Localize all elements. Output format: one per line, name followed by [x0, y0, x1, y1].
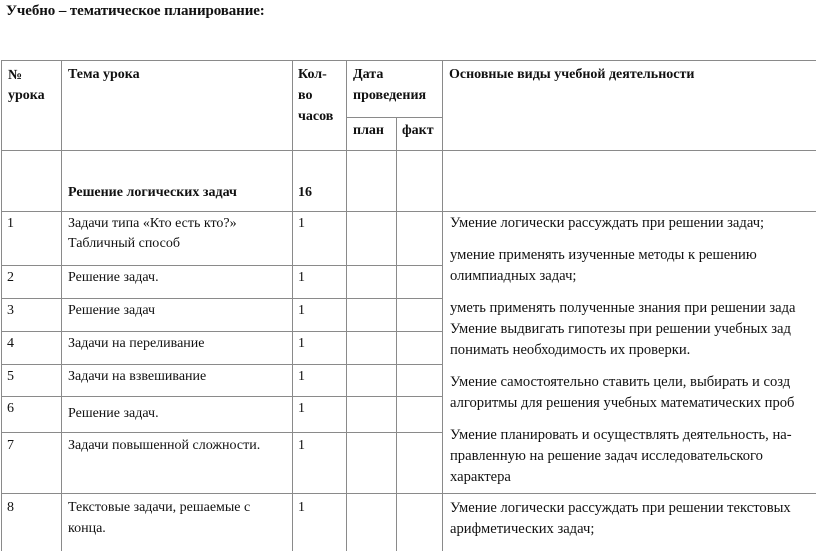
row-4-num: 4: [7, 336, 14, 351]
row-6-topic: Решение задач.: [68, 406, 159, 421]
header-num-line1: №: [8, 68, 23, 83]
header-topic: Тема урока: [68, 67, 140, 82]
row-6-hours: 1: [298, 401, 305, 416]
row-2-num: 2: [7, 270, 14, 285]
activity-line-10: правленную на решение задач исследовательского: [450, 448, 763, 464]
row-4-hours: 1: [298, 336, 305, 351]
row-8-hours: 1: [298, 500, 305, 515]
activity-line-2: умение применять изученные методы к решению: [450, 247, 757, 263]
header-fact: факт: [402, 123, 434, 138]
row-7-topic: Задачи повышенной сложности.: [68, 438, 261, 453]
row-8-topic-line2: конца.: [68, 521, 106, 536]
row-3-num: 3: [7, 303, 14, 318]
row-5-topic: Задачи на взвешивание: [68, 369, 207, 384]
page-title: Учебно – тематическое планирование:: [6, 3, 265, 19]
row-8-num: 8: [7, 500, 14, 515]
row-7-hours: 1: [298, 438, 305, 453]
row-8-topic-line1: Текстовые задачи, решаемые с: [68, 500, 251, 515]
section-hours: 16: [298, 185, 312, 200]
header-hours-line1: Кол-: [298, 67, 327, 82]
row-1-num: 1: [7, 216, 14, 231]
activity-line-1: Умение логически рассуждать при решении задач;: [450, 215, 765, 231]
activity-row8-line-1: Умение логически рассуждать при решении текстовых: [450, 500, 791, 516]
activity-line-9: Умение планировать и осуществлять деятельность, на-: [450, 427, 792, 443]
activity-line-4: уметь применять полученные знания при решении зада: [450, 300, 796, 316]
section-title: Решение логических задач: [68, 185, 237, 200]
row-5-hours: 1: [298, 369, 305, 384]
row-4-topic: Задачи на переливание: [68, 336, 205, 351]
header-plan: план: [353, 123, 384, 138]
header-activities: Основные виды учебной деятельности: [449, 67, 695, 82]
activity-line-11: характера: [450, 469, 511, 485]
row-1-hours: 1: [298, 216, 305, 231]
row-5-num: 5: [7, 369, 14, 384]
activity-line-6: понимать необходимость их проверки.: [450, 342, 691, 358]
row-1-topic-line2: Табличный способ: [68, 236, 180, 251]
row-7-num: 7: [7, 438, 14, 453]
row-6-num: 6: [7, 401, 14, 416]
activity-line-8: алгоритмы для решения учебных математических проб: [450, 395, 795, 411]
activity-line-7: Умение самостоятельно ставить цели, выбирать и созд: [450, 374, 791, 390]
activity-line-3: олимпиадных задач;: [450, 268, 577, 284]
header-hours-line2: во: [298, 88, 313, 103]
header-hours-line3: часов: [298, 109, 334, 124]
activity-line-5: Умение выдвигать гипотезы при решении учебных зад: [450, 321, 791, 337]
row-3-topic: Решение задач: [68, 303, 156, 318]
row-3-hours: 1: [298, 303, 305, 318]
header-date-line1: Дата: [353, 67, 384, 82]
header-date-line2: проведения: [353, 88, 427, 103]
row-2-hours: 1: [298, 270, 305, 285]
header-num-line2: урока: [8, 88, 45, 103]
row-2-topic: Решение задач.: [68, 270, 159, 285]
activity-row8-line-2: арифметических задач;: [450, 521, 595, 537]
row-1-topic-line1: Задачи типа «Кто есть кто?»: [68, 216, 237, 231]
